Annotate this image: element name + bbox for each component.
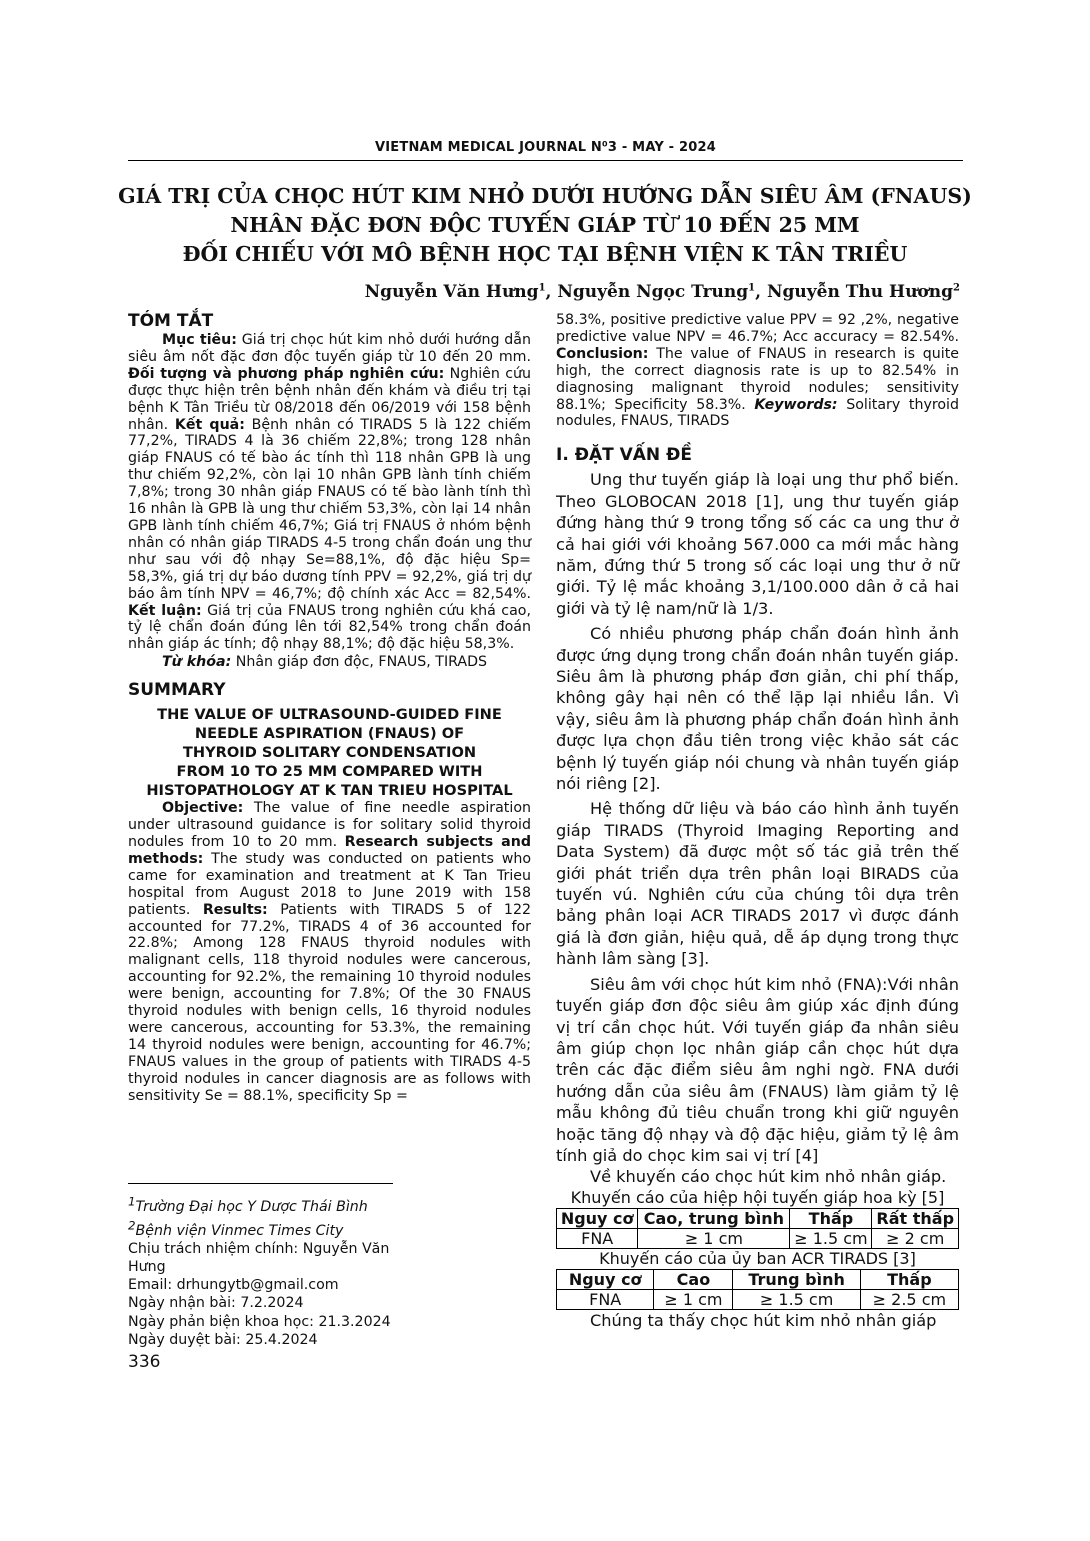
table-row	[557, 1289, 959, 1309]
text: Patients with TIRADS 5 of 122 accounted for 77.2%, TIRADS 4 of 36 accounted for 22.8%; Among 128 FNAUS thyroid nodules with malignant cells, 118 thyroid nodules were cancerous, accounting for 92.2%, the remaining 10 thyroid nodules were benign, accounting for 7.8%; Of the 30 FNAUS thyroid nodules with benign cells, 16 thyroid nodules were cancerous, accounting for 53.3%, the remaining 14 thyroid nodules were benign, accounting for 46.7%; FNAUS values in the group of patients with TIRADS 4-5 thyroid nodules in cancer diagnosis are as follows with sensitivity Se = 88.1%, specificity Sp =	[128, 901, 532, 1104]
received-date: Ngày nhận bài: 7.2.2024	[128, 1295, 304, 1312]
label: Mục tiêu:	[162, 332, 237, 348]
paragraph: Về khuyến cáo chọc hút kim nhỏ nhân giáp.	[590, 1167, 947, 1187]
article-title	[100, 182, 990, 269]
label: Results:	[202, 901, 268, 918]
label: Kết luận:	[128, 602, 202, 619]
responsible-author: Chịu trách nhiệm chính: Nguyễn Văn Hưng	[128, 1240, 390, 1276]
summary-title-line: NEEDLE ASPIRATION (FNAUS) OF	[194, 725, 465, 743]
title-line: GIÁ TRỊ CỦA CHỌC HÚT KIM NHỎ DƯỚI HƯỚNG DẪN SIÊU ÂM (FNAUS)	[118, 184, 972, 208]
table-cell: ≥ 2.5 cm	[860, 1289, 958, 1309]
text: 58.3%, positive predictive value PPV = 92 ,2%, negative predictive value NPV = 46.7%; Acc accuracy = 82.54%.	[556, 312, 959, 345]
table-header-row	[557, 1208, 959, 1228]
text: Bệnh nhân có TIRADS 5 là 122 chiếm 77,2%, TIRADS 4 là 36 chiếm 22,8%; trong 128 nhân giáp FNAUS có tế bào ác tính thì 118 nhân GPB là ung thư chiếm 92,2%, còn lại 10 nhân GPB lành tính chiếm 7,8%; trong 30 nhân giáp FNAUS có tế bào lành tính thì 16 nhân là GPB là ung thư chiếm 53,3%, còn lại 14 nhân GPB lành tính chiếm 46,7%; Giá trị FNAUS ở nhóm bệnh nhân có nhân giáp TIRADS 4-5 trong chẩn đoán ung thư như sau với độ nhạy Se=88,1%, độ đặc hiệu Sp= 58,3%, giá trị dự báo dương tính PPV = 92,2%, giá trị dự báo âm tính NPV = 46,7%; độ chính xác Acc = 82,54%.	[128, 416, 531, 602]
right-column	[556, 312, 959, 1331]
table-header-cell: Cao	[654, 1269, 733, 1289]
summary-title	[128, 705, 531, 800]
page-number: 336	[128, 1352, 161, 1372]
table-header-cell: Thấp	[860, 1269, 958, 1289]
table-cell: ≥ 1 cm	[638, 1228, 790, 1248]
keywords-label: Keywords:	[754, 396, 838, 413]
summary-title-line: HISTOPATHOLOGY AT K TAN TRIEU HOSPITAL	[146, 782, 513, 800]
table-cell: ≥ 2 cm	[872, 1228, 959, 1248]
paragraph: Siêu âm với chọc hút kim nhỏ (FNA):Với nhân tuyến giáp đơn độc siêu âm giúp xác định đúng vị trí cần chọc hút. Với tuyến giáp đa nhân siêu âm giúp chọn lọc nhân giáp cần chọc hút dựa trên các đặc điểm siêu âm nghi ngờ. FNA dưới hướng dẫn của siêu âm (FNAUS) làm giảm tỷ lệ mẫu không đủ tiêu chuẩn trong khi giữ nguyên hoặc tăng độ nhạy và độ đặc hiệu, giảm tỷ lệ âm tính giả do chọc kim sai vị trí [4]	[556, 974, 959, 1165]
title-line: NHÂN ĐẶC ĐƠN ĐỘC TUYẾN GIÁP TỪ 10 ĐẾN 25 MM	[230, 213, 860, 237]
table-cell: FNA	[557, 1289, 654, 1309]
text: The value of fine needle aspiration under ultrasound guidance is for solitary solid thyroid nodules from 10 to 20 mm.	[128, 800, 531, 851]
tomtat-heading: TÓM TẮT	[128, 311, 214, 331]
summary-abstract-continued	[556, 312, 959, 430]
table-caption: Khuyến cáo của ủy ban ACR TIRADS [3]	[599, 1248, 916, 1268]
author-list	[365, 282, 960, 302]
accepted-date: Ngày duyệt bài: 25.4.2024	[128, 1331, 318, 1348]
keywords-text: Solitary thyroid nodules, FNAUS, TIRADS	[556, 396, 959, 430]
table-header-row	[557, 1269, 959, 1289]
affiliation-2: $^2$Bệnh viện Vinmec Times City	[128, 1217, 344, 1239]
table-cell: ≥ 1.5 cm	[733, 1289, 860, 1309]
journal-header: VIETNAM MEDICAL JOURNAL N⁰3 - MAY - 2024	[375, 140, 716, 155]
tomtat-keywords	[128, 653, 531, 671]
label: Research subjects and methods:	[128, 834, 531, 867]
title-line: ĐỐI CHIẾU VỚI MÔ BỆNH HỌC TẠI BỆNH VIỆN K TÂN TRIỀU	[182, 242, 908, 266]
text: Nghiên cứu được thực hiện trên bệnh nhân đến khám và điều trị tại bệnh K Tân Triều từ 08/2018 đến 06/2019 với 158 bệnh nhân.	[128, 365, 531, 433]
author-affiliation: 1	[538, 282, 546, 294]
summary-title-line: THYROID SOLITARY CONDENSATION	[182, 744, 477, 762]
paragraph: Chúng ta thấy chọc hút kim nhỏ nhân giáp	[590, 1310, 937, 1330]
table-header-cell: Cao, trung bình	[638, 1208, 790, 1228]
author-separator: ,	[755, 282, 767, 302]
author-separator: ,	[545, 282, 558, 302]
recommendation-table-ata	[556, 1208, 959, 1249]
author-affiliation: 2	[953, 282, 960, 294]
footnote-rule	[128, 1183, 393, 1184]
keywords-text: Nhân giáp đơn độc, FNAUS, TIRADS	[231, 654, 488, 671]
table-header-cell: Rất thấp	[872, 1208, 959, 1228]
label: Kết quả:	[174, 416, 245, 433]
header-rule	[128, 160, 963, 161]
table-header-cell: Thấp	[790, 1208, 872, 1228]
table-cell: ≥ 1.5 cm	[790, 1228, 872, 1248]
text: The study was conducted on patients who came for examination and treatment at K Tan Trieu hospital from August 2018 to June 2019 with 158 patients.	[128, 850, 531, 918]
summary-abstract	[128, 800, 531, 1104]
label: Đối tượng và phương pháp nghiên cứu:	[128, 365, 445, 382]
recommendation-table-acr	[556, 1269, 959, 1310]
author-name: Nguyễn Thu Hương	[766, 282, 954, 302]
text: Giá trị của FNAUS trong nghiên cứu khá cao, tỷ lệ chẩn đoán đúng lên tới 82,54% trong chẩn đoán nhân giáp ác tính; độ nhạy 88,1%; độ đặc hiệu 58,3%.	[128, 602, 531, 653]
label: Conclusion:	[556, 345, 649, 362]
summary-heading: SUMMARY	[128, 680, 226, 701]
table-header-cell: Trung bình	[733, 1269, 860, 1289]
summary-title-line: FROM 10 TO 25 MM COMPARED WITH	[176, 763, 483, 781]
table-header-cell: Nguy cơ	[557, 1269, 654, 1289]
table-header-cell: Nguy cơ	[557, 1208, 638, 1228]
table-cell: ≥ 1 cm	[654, 1289, 733, 1309]
summary-title-line: THE VALUE OF ULTRASOUND-GUIDED FINE	[157, 706, 502, 724]
table-cell: FNA	[557, 1228, 638, 1248]
text: The value of FNAUS in research is quite high, the correct diagnosis rate is up to 82.54% in diagnosing malignant thyroid nodules; sensitivity 88.1%; Specificity 58.3%.	[556, 345, 959, 413]
keywords-label: Từ khóa:	[162, 654, 232, 671]
table-caption: Khuyến cáo của hiệp hội tuyến giáp hoa kỳ [5]	[570, 1187, 945, 1207]
paragraph: Có nhiều phương pháp chẩn đoán hình ảnh được ứng dụng trong chẩn đoán nhân tuyến giáp. Siêu âm là phương pháp đơn giản, chi phí thấp, không gây hại nên có thể lặp lại nhiều lần. Vì vậy, siêu âm là phương pháp chẩn đoán hình ảnh được lựa chọn đầu tiên trong việc khảo sát các bệnh lý tuyến giáp nói chung và nhân tuyến giáp nói riêng [2].	[556, 624, 959, 794]
author-name: Nguyễn Văn Hưng	[364, 282, 539, 302]
tomtat-abstract	[128, 332, 531, 653]
affiliation-1: $^1$Trường Đại học Y Dược Thái Bình	[128, 1194, 368, 1215]
email: Email: drhungytb@gmail.com	[128, 1277, 339, 1294]
table-row	[557, 1228, 959, 1248]
author-affiliation: 1	[748, 282, 756, 294]
reviewed-date: Ngày phản biện khoa học: 21.3.2024	[128, 1313, 391, 1330]
footnotes	[128, 1183, 428, 1349]
paragraph: Ung thư tuyến giáp là loại ung thư phổ biến. Theo GLOBOCAN 2018 [1], ung thư tuyến giáp đứng hàng thứ 9 trong tổng số các ca ung thư ở cả hai giới với khoảng 567.000 ca mới mắc hàng năm, đứng thứ 5 trong số các loại ung thư ở nữ giới. Tỷ lệ mắc khoảng 3,1/100.000 dân ở cả hai giới và tỷ lệ nam/nữ là 1/3.	[556, 470, 959, 618]
text: Giá trị chọc hút kim nhỏ dưới hướng dẫn siêu âm nốt đặc đơn độc tuyến giáp từ 10 đến 20 mm.	[128, 332, 531, 365]
section-heading: I. ĐẶT VẤN ĐỀ	[556, 445, 692, 466]
left-column	[128, 310, 531, 1105]
author-name: Nguyễn Ngọc Trung	[557, 282, 749, 302]
label: Objective:	[162, 800, 244, 817]
paragraph: Hệ thống dữ liệu và báo cáo hình ảnh tuyến giáp TIRADS (Thyroid Imaging Reporting and Data System) đã được một số tác giả trên thế giới phát triển dựa trên phân loại BIRADS của tuyến vú. Nghiên cứu của chúng tôi dựa trên bảng phân loại ACR TIRADS 2017 vì được đánh giá là đơn giản, hiệu quả, dễ áp dụng trong thực hành lâm sàng [3].	[556, 799, 959, 969]
